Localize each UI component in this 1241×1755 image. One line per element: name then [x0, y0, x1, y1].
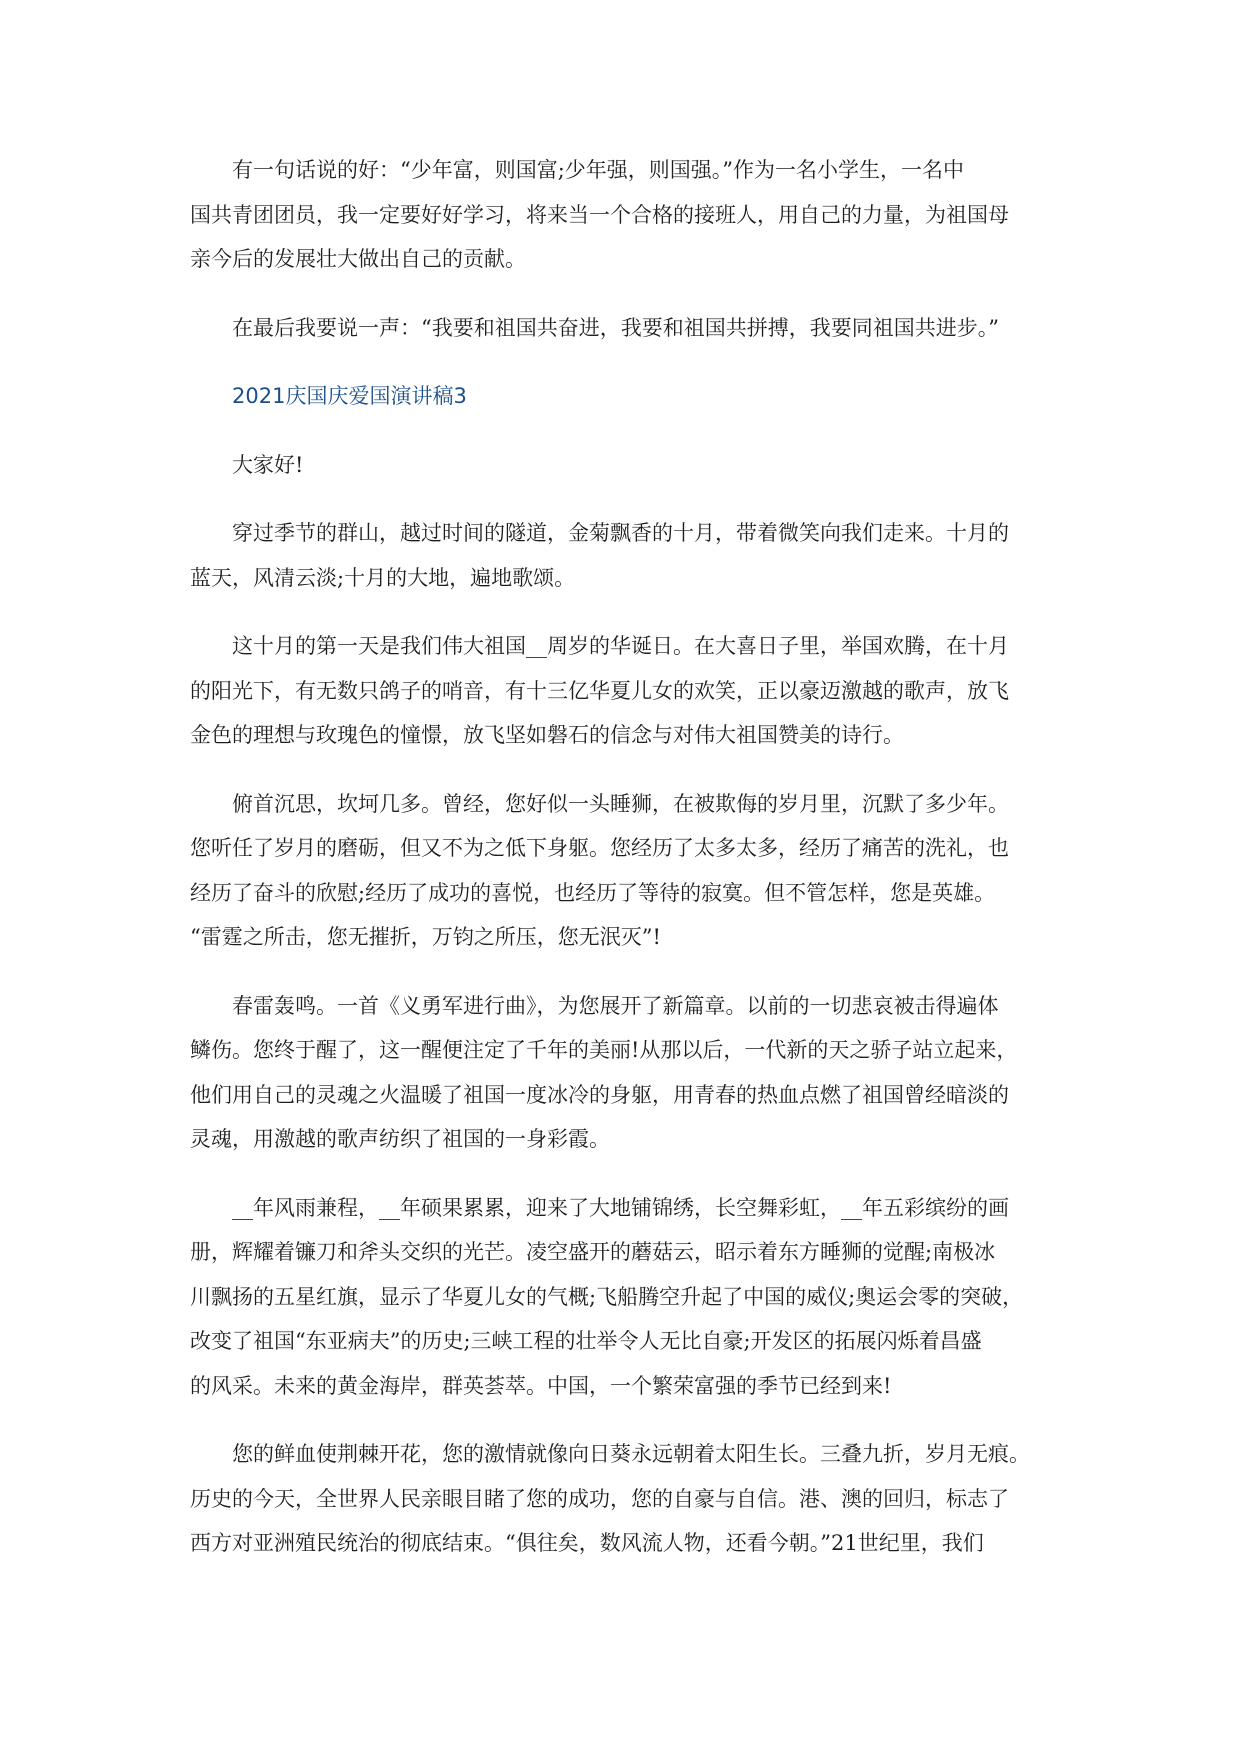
- text-line: 金色的理想与玫瑰色的憧憬，放飞坚如磐石的信念与对伟大祖国赞美的诗行。: [190, 723, 904, 747]
- text-line: 他们用自己的灵魂之火温暖了祖国一度冰冷的身躯，用青春的热血点燃了祖国曾经暗淡的: [190, 1082, 1009, 1107]
- text-line: 在最后我要说一声：“我要和祖国共奋进，我要和祖国共拼搏，我要同祖国共进步。”: [232, 315, 999, 340]
- text-line: 您的鲜血使荆棘开花，您的激情就像向日葵永远朝着太阳生长。三叠九折，岁月无痕。: [232, 1442, 1030, 1466]
- paragraph: [190, 511, 1062, 600]
- text-line: 册，辉耀着镰刀和斧头交织的光芒。凌空盛开的蘑菇云，昭示着东方睡狮的觉醒;南极冰: [190, 1240, 996, 1264]
- section-heading: 2021庆国庆爱国演讲稿3: [232, 384, 467, 408]
- text-line: 改变了祖国“东亚病夫”的历史;三峡工程的壮举令人无比自豪;开发区的拓展闪烁着昌盛: [190, 1329, 982, 1353]
- text-line: “雷霆之所击，您无摧折，万钧之所压，您无泯灭”!: [190, 925, 661, 949]
- text-line: 的风采。未来的黄金海岸，群英荟萃。中国，一个繁荣富强的季节已经到来!: [190, 1373, 892, 1398]
- text-line: 鳞伤。您终于醒了，这一醒便注定了千年的美丽!从那以后，一代新的天之骄子站立起来，: [190, 1038, 1018, 1062]
- text-line: 穿过季节的群山，越过时间的隧道，金菊飘香的十月，带着微笑向我们走来。十月的: [232, 521, 1009, 545]
- document-body: [190, 148, 1062, 1590]
- paragraph: [190, 1186, 1062, 1409]
- text-line: __年风雨兼程，__年硕果累累，迎来了大地铺锦绣，长空舞彩虹，__年五彩缤纷的画: [232, 1195, 1009, 1220]
- text-line: 大家好!: [232, 452, 304, 477]
- text-line: 这十月的第一天是我们伟大祖国__周岁的华诞日。在大喜日子里，举国欢腾，在十月: [232, 634, 1009, 658]
- paragraph: [190, 306, 1062, 351]
- paragraph: [190, 148, 1062, 282]
- text-line: 国共青团团员，我一定要好好学习，将来当一个合格的接班人，用自己的力量，为祖国母: [190, 202, 1009, 227]
- text-line: 历史的今天，全世界人民亲眼目睹了您的成功，您的自豪与自信。港、澳的回归，标志了: [190, 1486, 1009, 1511]
- text-line: 亲今后的发展壮大做出自己的贡献。: [190, 247, 526, 271]
- text-line: 的阳光下，有无数只鸽子的哨音，有十三亿华夏儿女的欢笑，正以豪迈激越的歌声，放飞: [190, 678, 1009, 703]
- text-line: 俯首沉思，坎坷几多。曾经，您好似一头睡狮，在被欺侮的岁月里，沉默了多少年。: [232, 791, 1009, 816]
- paragraph: [190, 443, 1062, 488]
- paragraph: [190, 624, 1062, 758]
- paragraph: [190, 782, 1062, 960]
- paragraph: [190, 984, 1062, 1162]
- text-line: 您听任了岁月的磨砺，但又不为之低下身躯。您经历了太多太多，经历了痛苦的洗礼，也: [190, 836, 1009, 860]
- text-line: 蓝天，风清云淡;十月的大地，遍地歌颂。: [190, 565, 576, 590]
- text-line: 灵魂，用激越的歌声纺织了祖国的一身彩霞。: [190, 1127, 610, 1151]
- paragraph: [190, 1432, 1062, 1566]
- text-line: 经历了奋斗的欣慰;经历了成功的喜悦，也经历了等待的寂寞。但不管怎样，您是英雄。: [190, 880, 996, 905]
- text-line: 西方对亚洲殖民统治的彻底结束。“俱往矣，数风流人物，还看今朝。”21世纪里，我们: [190, 1531, 984, 1555]
- text-line: 川飘扬的五星红旗，显示了华夏儿女的气概;飞船腾空升起了中国的威仪;奥运会零的突破，: [190, 1284, 1024, 1309]
- text-line: 春雷轰鸣。一首《义勇军进行曲》，为您展开了新篇章。以前的一切悲哀被击得遍体: [232, 993, 999, 1018]
- text-line: 有一句话说的好：“少年富，则国富;少年强，则国强。”作为一名小学生，一名中: [232, 158, 965, 182]
